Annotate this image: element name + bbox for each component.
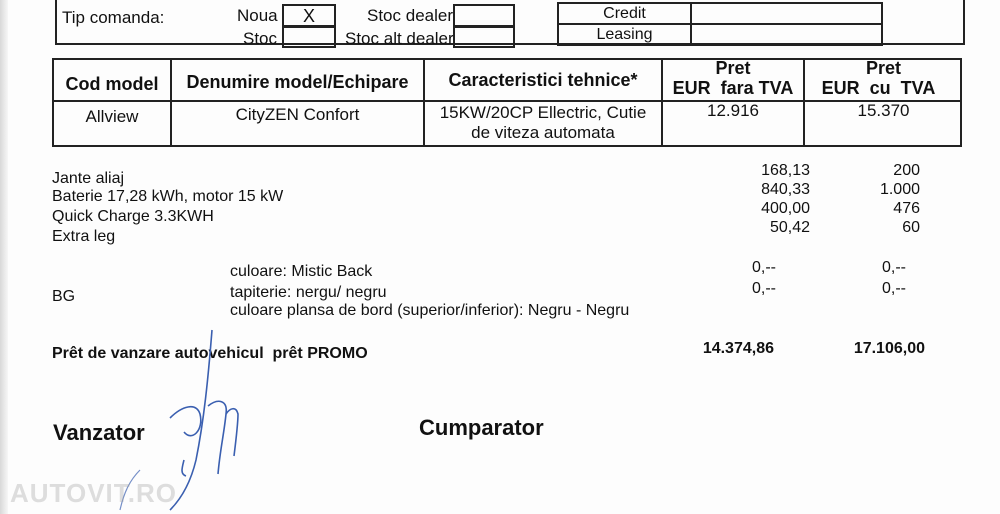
leasing-label: Leasing — [596, 26, 653, 43]
color-code: BG — [52, 288, 76, 305]
option-name-1: Jante aliaj — [52, 170, 125, 187]
color-exterior-price-fara: 0,-- — [752, 259, 776, 276]
option-price-fara-2: 840,33 — [761, 181, 810, 198]
cumparator-label: Cumparator — [419, 415, 544, 440]
option-price-cu-1: 200 — [893, 162, 920, 179]
header-pret-fara-line1: Pret — [715, 58, 751, 78]
noua-label: Noua — [237, 6, 278, 25]
option-name-3: Quick Charge 3.3KWH — [52, 208, 214, 225]
color-plansa-bord: culoare plansa de bord (superior/inferior): Negru - Negru — [230, 302, 630, 319]
color-exterior-price-cu: 0,-- — [882, 259, 906, 276]
header-caracteristici: Caracteristici tehnice* — [448, 70, 638, 90]
color-tapiterie-price-cu: 0,-- — [882, 280, 906, 297]
stoc-checkbox[interactable] — [282, 26, 336, 48]
total-price-fara: 14.374,86 — [702, 340, 774, 357]
color-exterior: culoare: Mistic Back — [230, 263, 373, 280]
header-pret-cu-line1: Pret — [865, 58, 901, 78]
option-price-cu-3: 476 — [893, 200, 920, 217]
leasing-value-cell[interactable] — [692, 25, 881, 44]
cell-caracteristici-line2: de viteza automata — [471, 123, 615, 142]
cell-caracteristici-line1: 15KW/20CP Ellectric, Cutie — [439, 103, 647, 122]
option-price-fara-4: 50,42 — [769, 219, 810, 236]
option-name-4: Extra leg — [52, 228, 116, 245]
header-denumire: Denumire model/Echipare — [186, 72, 409, 92]
noua-checkbox[interactable]: X — [282, 4, 336, 27]
stoc-alt-dealer-checkbox[interactable] — [453, 26, 515, 48]
stoc-label: Stoc — [243, 29, 278, 48]
option-price-fara-1: 168,13 — [761, 162, 810, 179]
page-edge-shadow — [0, 0, 8, 514]
cell-cod-model: Allview — [85, 107, 139, 126]
cell-pret-cu: 15.370 — [857, 101, 910, 120]
total-price-cu: 17.106,00 — [853, 340, 925, 357]
order-type-label: Tip comanda: — [62, 8, 165, 27]
cell-pret-fara: 12.916 — [707, 101, 759, 120]
color-tapiterie-price-fara: 0,-- — [752, 280, 776, 297]
option-price-fara-3: 400,00 — [761, 200, 810, 217]
credit-value-cell[interactable] — [692, 4, 881, 23]
watermark-logo: AUTOVIT.RO — [10, 478, 177, 508]
stoc-dealer-checkbox[interactable] — [453, 4, 515, 27]
stoc-alt-dealer-label: Stoc alt dealer — [345, 29, 454, 48]
total-label: Prêt de vanzare autovehicul prêt PROMO — [52, 345, 368, 362]
option-name-2: Baterie 17,28 kWh, motor 15 kW — [52, 188, 284, 205]
stoc-dealer-label: Stoc dealer — [367, 6, 453, 25]
header-pret-cu-line2: EUR cu TVA — [821, 78, 936, 98]
cell-denumire: CityZEN Confort — [235, 105, 360, 124]
credit-label: Credit — [603, 5, 646, 22]
vanzator-label: Vanzator — [53, 420, 145, 445]
color-tapiterie: tapiterie: nergu/ negru — [230, 284, 387, 301]
header-cod-model: Cod model — [65, 74, 159, 94]
header-pret-fara-line2: EUR fara TVA — [672, 78, 794, 98]
option-price-cu-4: 60 — [902, 219, 920, 236]
option-price-cu-2: 1.000 — [879, 181, 920, 198]
